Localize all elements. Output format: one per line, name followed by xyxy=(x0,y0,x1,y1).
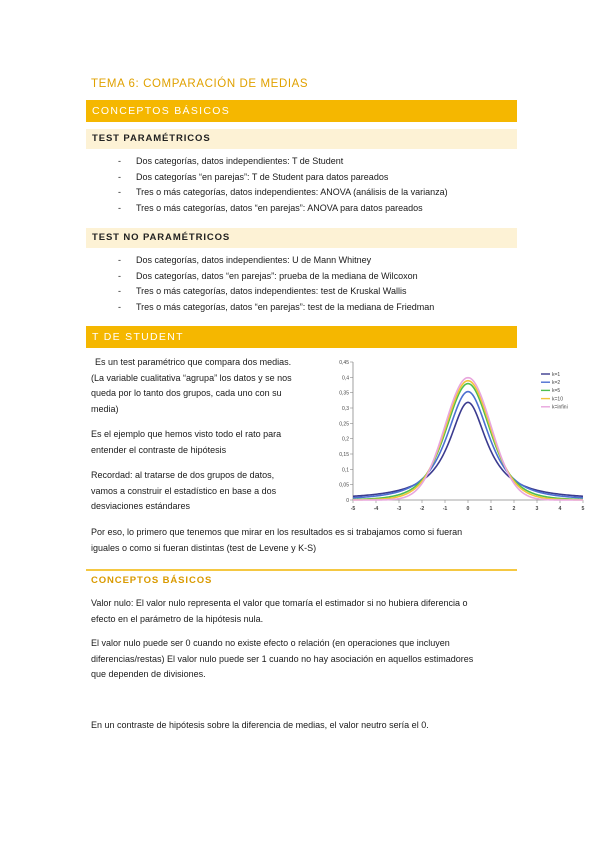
list-item: - Tres o más categorías, datos independientes: test de Kruskal Wallis xyxy=(118,284,434,300)
y-tick-label: 0,15 xyxy=(339,452,349,458)
subheading-no-parametricos: TEST NO PARAMÉTRICOS xyxy=(86,228,517,248)
list-item: - Dos categorías, datos “en parejas”: prueba de la mediana de Wilcoxon xyxy=(118,269,434,285)
legend-label: k=5 xyxy=(552,388,561,395)
basics-paragraph-2 xyxy=(91,636,521,683)
student-paragraph-2 xyxy=(91,427,341,458)
subheading-conceptos-basicos: CONCEPTOS BÁSICOS xyxy=(91,575,213,586)
list-item: - Tres o más categorías, datos “en parejas”: test de la mediana de Friedman xyxy=(118,300,434,316)
parametric-list xyxy=(118,154,448,216)
legend-label: k=infini xyxy=(552,404,568,411)
legend-label: k=2 xyxy=(552,380,561,386)
list-item: - Dos categorías “en parejas”: T de Student para datos pareados xyxy=(118,170,448,186)
section-band-conceptos: CONCEPTOS BÁSICOS xyxy=(86,100,517,122)
y-tick-label: 0 xyxy=(346,498,349,504)
series-line xyxy=(353,384,583,500)
x-tick-label: 1 xyxy=(489,506,493,512)
x-tick-label: -3 xyxy=(396,506,402,512)
x-tick-label: 3 xyxy=(535,506,539,512)
page-title: TEMA 6: COMPARACIÓN DE MEDIAS xyxy=(91,78,309,90)
text-line: Por eso, lo primero que tenemos que mirar en los resultados es si trabajamos como si fueran xyxy=(91,527,463,537)
text-line: Recordad: al tratarse de dos grupos de datos, xyxy=(91,470,275,480)
legend-label: k=10 xyxy=(552,396,563,403)
series-line xyxy=(353,402,583,496)
x-tick-label: -2 xyxy=(419,506,425,512)
divider xyxy=(86,569,517,571)
x-tick-label: 5 xyxy=(581,506,585,512)
x-tick-label: -4 xyxy=(373,506,379,512)
section-band-t-student: T DE STUDENT xyxy=(86,326,517,348)
t-distribution-chart xyxy=(331,356,591,516)
text-line: (La variable cualitativa “agrupa” los datos y se nos xyxy=(91,372,292,383)
x-tick-label: 0 xyxy=(466,506,470,512)
list-item: - Dos categorías, datos independientes: T de Student xyxy=(118,154,448,170)
text-line: iguales o como si fueran distintas (test de Levene y K-S) xyxy=(91,542,317,553)
text-line: media) xyxy=(91,403,119,414)
y-tick-label: 0,3 xyxy=(342,406,349,412)
y-tick-label: 0,05 xyxy=(339,482,349,489)
y-tick-label: 0,35 xyxy=(339,390,349,397)
text-line: Valor nulo: El valor nulo representa el valor que tomaría el estimador si no hubiera diferencia o xyxy=(91,598,468,608)
text-line: Es el ejemplo que hemos visto todo el rato para xyxy=(91,429,282,439)
nonparametric-list xyxy=(118,253,434,315)
x-tick-label: -5 xyxy=(350,506,356,512)
y-tick-label: 0,1 xyxy=(342,467,349,474)
text-line: El valor nulo puede ser 0 cuando no existe efecto o relación (en operaciones que incluyen xyxy=(91,638,450,648)
basics-paragraph-3: En un contraste de hipótesis sobre la diferencia de medias, el valor neutro sería el 0. xyxy=(91,720,429,730)
text-line: entender el contraste de hipótesis xyxy=(91,444,227,455)
list-item: - Tres o más categorías, datos “en parejas”: ANOVA para datos pareados xyxy=(118,201,448,217)
x-tick-label: 4 xyxy=(558,506,562,512)
text-line: que dependen de divisiones. xyxy=(91,669,206,679)
legend-label: k=1 xyxy=(552,371,561,378)
text-line: efecto en el parámetro de la hipótesis nula. xyxy=(91,613,264,624)
basics-paragraph-1 xyxy=(91,596,521,627)
list-item: - Tres o más categorías, datos independientes: ANOVA (análisis de la varianza) xyxy=(118,185,448,201)
text-line: diferencias/restas) El valor nulo puede ser 1 cuando no hay asociación en aquellos estimadores xyxy=(91,653,474,664)
text-line: desviaciones estándares xyxy=(91,501,191,511)
series-line xyxy=(353,392,583,498)
y-tick-label: 0,4 xyxy=(342,375,349,382)
text-line: Es un test paramétrico que compara dos medias. xyxy=(95,357,292,367)
student-paragraph-4 xyxy=(91,525,521,556)
y-tick-label: 0,25 xyxy=(339,421,349,428)
subheading-parametricos: TEST PARAMÉTRICOS xyxy=(86,129,517,149)
y-tick-label: 0,2 xyxy=(342,436,349,443)
x-tick-label: 2 xyxy=(512,506,516,512)
series-line xyxy=(353,378,583,500)
text-line: vamos a construir el estadístico en base a dos xyxy=(91,485,277,496)
y-tick-label: 0,45 xyxy=(339,360,349,366)
x-tick-label: -1 xyxy=(442,506,448,512)
list-item: - Dos categorías, datos independientes: U de Mann Whitney xyxy=(118,253,434,269)
text-line: queda por lo tanto dos grupos, cada uno con su xyxy=(91,388,282,398)
student-paragraph-3 xyxy=(91,468,341,515)
student-paragraph-1 xyxy=(91,355,341,417)
